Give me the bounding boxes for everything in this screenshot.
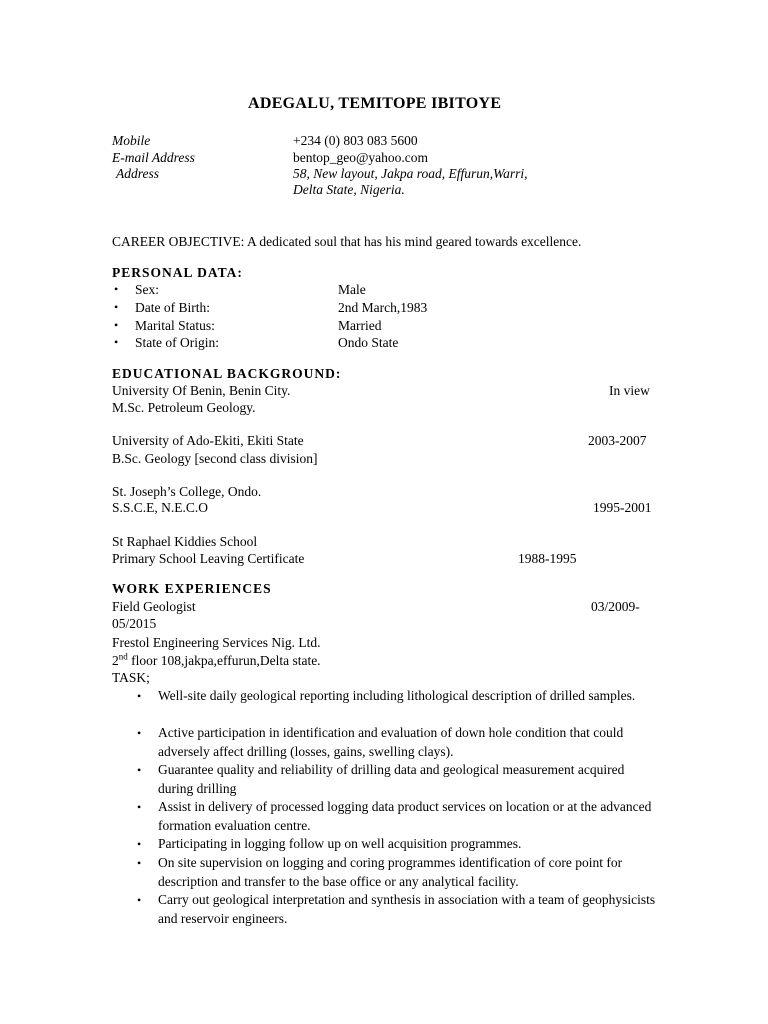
edu-period: 1995-2001 — [593, 500, 652, 515]
personal-label: State of Origin: — [135, 335, 219, 350]
mobile-value: +234 (0) 803 083 5600 — [293, 133, 418, 148]
work-period-start: 03/2009- — [591, 599, 640, 614]
work-address-sup: nd — [118, 651, 128, 662]
personal-value: Married — [338, 318, 382, 333]
email-label: E-mail Address — [112, 150, 195, 165]
task-item: Well-site daily geological reporting including lithological description of drilled samples. — [158, 688, 636, 703]
edu-period: 1988-1995 — [518, 551, 577, 566]
personal-label: Date of Birth: — [135, 300, 210, 315]
task-item: Assist in delivery of processed logging data product services on location or at the advanced formation evaluation centre. — [158, 799, 652, 833]
task-label: TASK; — [112, 670, 150, 685]
bullet-icon: • — [137, 800, 142, 814]
edu-qualification: M.Sc. Petroleum Geology. — [112, 400, 256, 415]
bullet-icon: • — [137, 689, 142, 703]
work-heading: WORK EXPERIENCES — [112, 581, 272, 596]
personal-value: Ondo State — [338, 335, 399, 350]
edu-qualification: B.Sc. Geology [second class division] — [112, 451, 318, 466]
edu-period: In view — [609, 383, 650, 398]
bullet-icon: • — [114, 282, 119, 296]
task-item: On site supervision on logging and coring programmes identification of core point for description and transfer to the base office or any analytical facility. — [158, 855, 623, 889]
work-company: Frestol Engineering Services Nig. Ltd. — [112, 635, 321, 650]
edu-institution: St. Joseph’s College, Ondo. — [112, 484, 262, 499]
work-period-end: 05/2015 — [112, 616, 157, 631]
edu-qualification: Primary School Leaving Certificate — [112, 551, 305, 566]
work-address-num: 2 — [112, 653, 119, 668]
bullet-icon: • — [137, 893, 142, 907]
bullet-icon: • — [137, 726, 142, 740]
task-item: Carry out geological interpretation and synthesis in association with a team of geophysicists and reservoir engineers. — [158, 892, 656, 926]
edu-qualification: S.S.C.E, N.E.C.O — [112, 500, 209, 515]
personal-value: 2nd March,1983 — [338, 300, 428, 315]
personal-data-heading: PERSONAL DATA: — [112, 265, 243, 280]
personal-label: Sex: — [135, 282, 160, 297]
address-line-1: 58, New layout, Jakpa road, Effurun,Warri, — [293, 166, 528, 181]
career-objective: CAREER OBJECTIVE: A dedicated soul that has his mind geared towards excellence. — [112, 234, 582, 249]
work-role: Field Geologist — [112, 599, 196, 614]
edu-institution: St Raphael Kiddies School — [112, 534, 258, 549]
bullet-icon: • — [137, 856, 142, 870]
address-line-2: Delta State, Nigeria. — [293, 182, 405, 197]
task-item: Participating in logging follow up on well acquisition programmes. — [158, 836, 522, 851]
personal-value: Male — [338, 282, 366, 297]
email-value: bentop_geo@yahoo.com — [293, 150, 429, 165]
work-address-rest: floor 108,jakpa,effurun,Delta state. — [127, 653, 321, 668]
bullet-icon: • — [114, 300, 119, 314]
mobile-label: Mobile — [112, 133, 151, 148]
task-item: Guarantee quality and reliability of drilling data and geological measurement acquired during drilling — [158, 762, 625, 796]
bullet-icon: • — [114, 335, 119, 349]
address-label: Address — [116, 166, 159, 181]
bullet-icon: • — [137, 837, 142, 851]
resume-name: ADEGALU, TEMITOPE IBITOYE — [248, 95, 502, 112]
education-heading: EDUCATIONAL BACKGROUND: — [112, 366, 342, 381]
edu-period: 2003-2007 — [588, 433, 647, 448]
personal-label: Marital Status: — [135, 318, 215, 333]
bullet-icon: • — [114, 318, 119, 332]
bullet-icon: • — [137, 763, 142, 777]
work-address — [112, 652, 321, 669]
task-item: Active participation in identification and evaluation of down hole condition that could adversely affect drilling (losses, gains, swelling clays). — [158, 725, 624, 759]
edu-institution: University Of Benin, Benin City. — [112, 383, 291, 398]
edu-institution: University of Ado-Ekiti, Ekiti State — [112, 433, 304, 448]
